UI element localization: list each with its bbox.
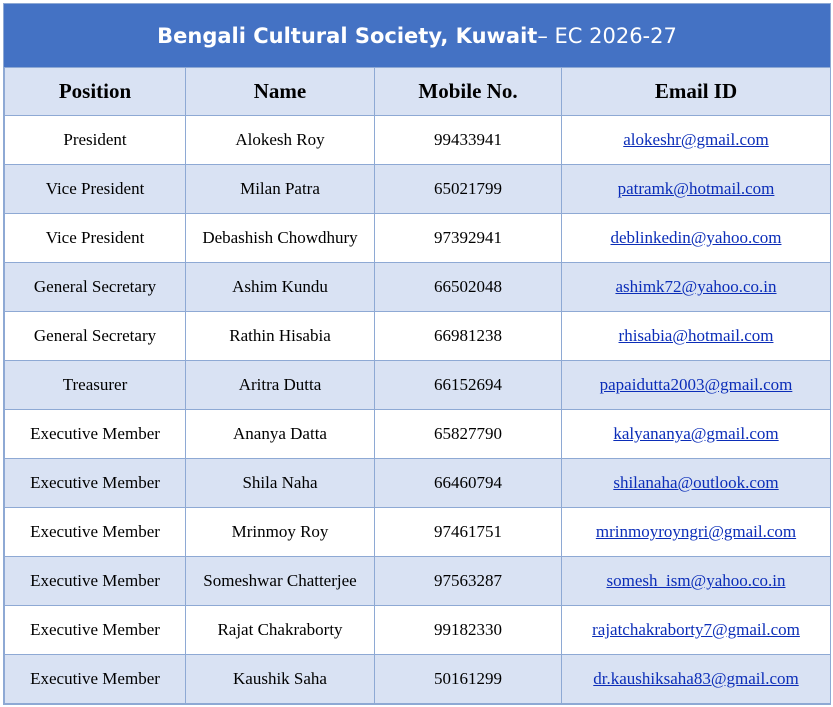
cell-mobile: 65021799 <box>375 165 562 214</box>
cell-position: Executive Member <box>5 410 186 459</box>
table-row <box>5 410 831 459</box>
cell-mobile: 97392941 <box>375 214 562 263</box>
email-link[interactable]: ashimk72@yahoo.co.in <box>615 277 777 296</box>
cell-email <box>562 116 831 165</box>
table-title <box>4 4 830 67</box>
cell-name: Mrinmoy Roy <box>186 508 375 557</box>
table-row <box>5 557 831 606</box>
cell-position: General Secretary <box>5 263 186 312</box>
cell-name: Ashim Kundu <box>186 263 375 312</box>
committee-table <box>4 67 831 704</box>
cell-name: Kaushik Saha <box>186 655 375 704</box>
email-link[interactable]: patramk@hotmail.com <box>617 179 775 198</box>
cell-position: Executive Member <box>5 606 186 655</box>
cell-name: Debashish Chowdhury <box>186 214 375 263</box>
email-link[interactable]: mrinmoyroyngri@gmail.com <box>595 522 797 541</box>
cell-position: Vice President <box>5 165 186 214</box>
cell-name: Someshwar Chatterjee <box>186 557 375 606</box>
email-link[interactable]: deblinkedin@yahoo.com <box>610 228 782 247</box>
cell-mobile: 65827790 <box>375 410 562 459</box>
table-row <box>5 655 831 704</box>
cell-mobile: 66981238 <box>375 312 562 361</box>
cell-email <box>562 557 831 606</box>
cell-mobile: 66502048 <box>375 263 562 312</box>
cell-name: Rajat Chakraborty <box>186 606 375 655</box>
table-row <box>5 312 831 361</box>
cell-email <box>562 655 831 704</box>
cell-position: Executive Member <box>5 557 186 606</box>
email-link[interactable]: shilanaha@outlook.com <box>613 473 779 492</box>
header-email: Email ID <box>562 68 831 116</box>
cell-mobile: 97563287 <box>375 557 562 606</box>
cell-name: Aritra Dutta <box>186 361 375 410</box>
table-header-row <box>5 68 831 116</box>
email-link[interactable]: kalyananya@gmail.com <box>613 424 779 443</box>
table-row <box>5 606 831 655</box>
cell-position: General Secretary <box>5 312 186 361</box>
cell-position: Executive Member <box>5 508 186 557</box>
table-row <box>5 214 831 263</box>
cell-email <box>562 312 831 361</box>
cell-email <box>562 263 831 312</box>
cell-name: Ananya Datta <box>186 410 375 459</box>
email-link[interactable]: papaidutta2003@gmail.com <box>599 375 793 394</box>
cell-email <box>562 606 831 655</box>
table-row <box>5 263 831 312</box>
cell-mobile: 99182330 <box>375 606 562 655</box>
cell-mobile: 66152694 <box>375 361 562 410</box>
title-term: – EC 2026-27 <box>537 23 677 48</box>
table-row <box>5 361 831 410</box>
email-link[interactable]: rhisabia@hotmail.com <box>618 326 774 345</box>
cell-position: President <box>5 116 186 165</box>
cell-email <box>562 165 831 214</box>
cell-position: Executive Member <box>5 655 186 704</box>
cell-name: Alokesh Roy <box>186 116 375 165</box>
cell-name: Shila Naha <box>186 459 375 508</box>
table-row <box>5 508 831 557</box>
table-row <box>5 459 831 508</box>
cell-mobile: 99433941 <box>375 116 562 165</box>
cell-email <box>562 459 831 508</box>
cell-position: Vice President <box>5 214 186 263</box>
cell-name: Milan Patra <box>186 165 375 214</box>
cell-name: Rathin Hisabia <box>186 312 375 361</box>
email-link[interactable]: rajatchakraborty7@gmail.com <box>592 620 800 639</box>
cell-mobile: 97461751 <box>375 508 562 557</box>
cell-mobile: 66460794 <box>375 459 562 508</box>
cell-email <box>562 508 831 557</box>
committee-table-frame <box>3 3 831 705</box>
cell-email <box>562 361 831 410</box>
header-name: Name <box>186 68 375 116</box>
email-link[interactable]: alokeshr@gmail.com <box>623 130 769 149</box>
table-row <box>5 116 831 165</box>
email-link[interactable]: dr.kaushiksaha83@gmail.com <box>593 669 799 688</box>
cell-position: Executive Member <box>5 459 186 508</box>
cell-mobile: 50161299 <box>375 655 562 704</box>
cell-email <box>562 410 831 459</box>
cell-email <box>562 214 831 263</box>
header-mobile: Mobile No. <box>375 68 562 116</box>
title-org-name: Bengali Cultural Society, Kuwait <box>157 23 538 48</box>
email-link[interactable]: somesh_ism@yahoo.co.in <box>606 571 786 590</box>
table-row <box>5 165 831 214</box>
cell-position: Treasurer <box>5 361 186 410</box>
header-position: Position <box>5 68 186 116</box>
